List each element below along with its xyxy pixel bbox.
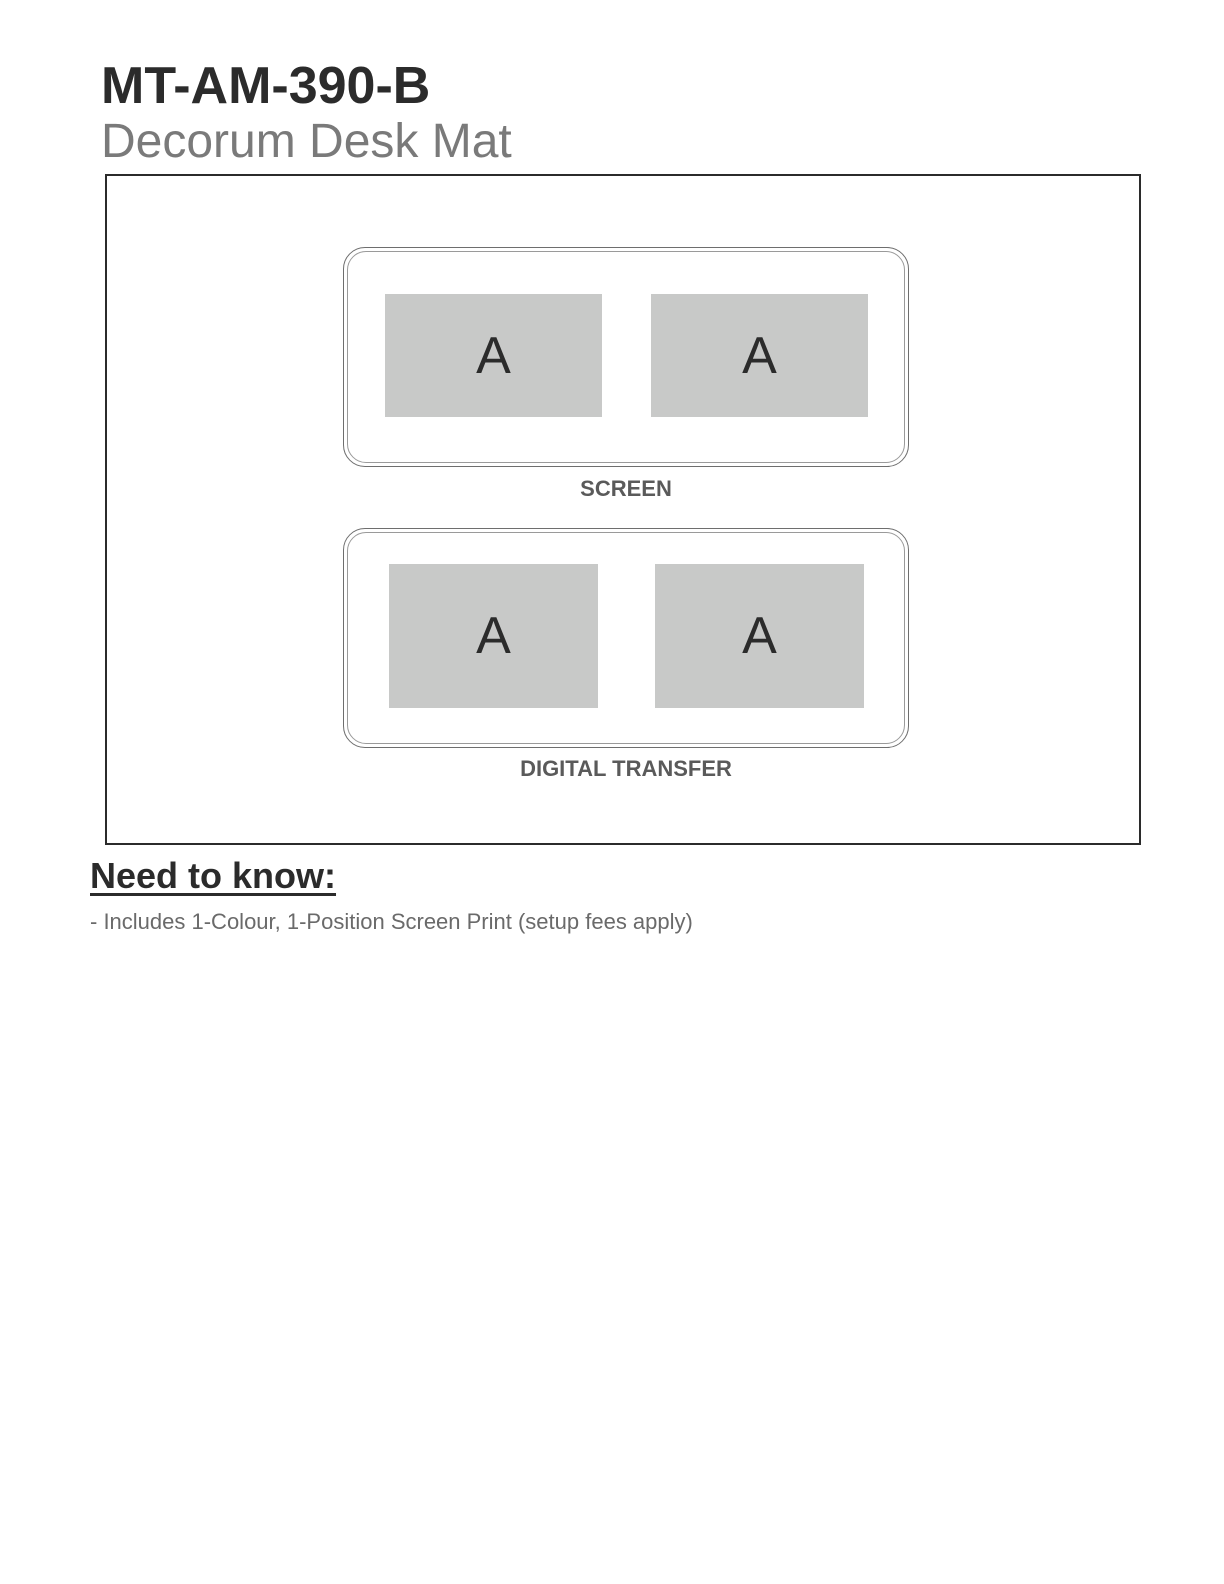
- method-label-screen: SCREEN: [580, 476, 672, 501]
- print-area-digital-left: A: [389, 564, 598, 708]
- need-to-know-list: [90, 908, 693, 936]
- desk-mat-digital-transfer: [343, 528, 909, 748]
- product-name: Decorum Desk Mat: [101, 115, 512, 168]
- method-label-digital-transfer: DIGITAL TRANSFER: [520, 756, 732, 781]
- need-to-know-heading: Need to know:: [90, 855, 337, 896]
- need-to-know-item: - Includes 1-Colour, 1-Position Screen Print (setup fees apply): [90, 909, 693, 934]
- product-code: MT-AM-390-B: [101, 57, 431, 115]
- print-area-digital-right: A: [655, 564, 864, 708]
- print-area-screen-right: A: [651, 294, 868, 417]
- imprint-diagram: [105, 174, 1141, 845]
- desk-mat-screen: [343, 247, 909, 467]
- print-area-screen-left: A: [385, 294, 602, 417]
